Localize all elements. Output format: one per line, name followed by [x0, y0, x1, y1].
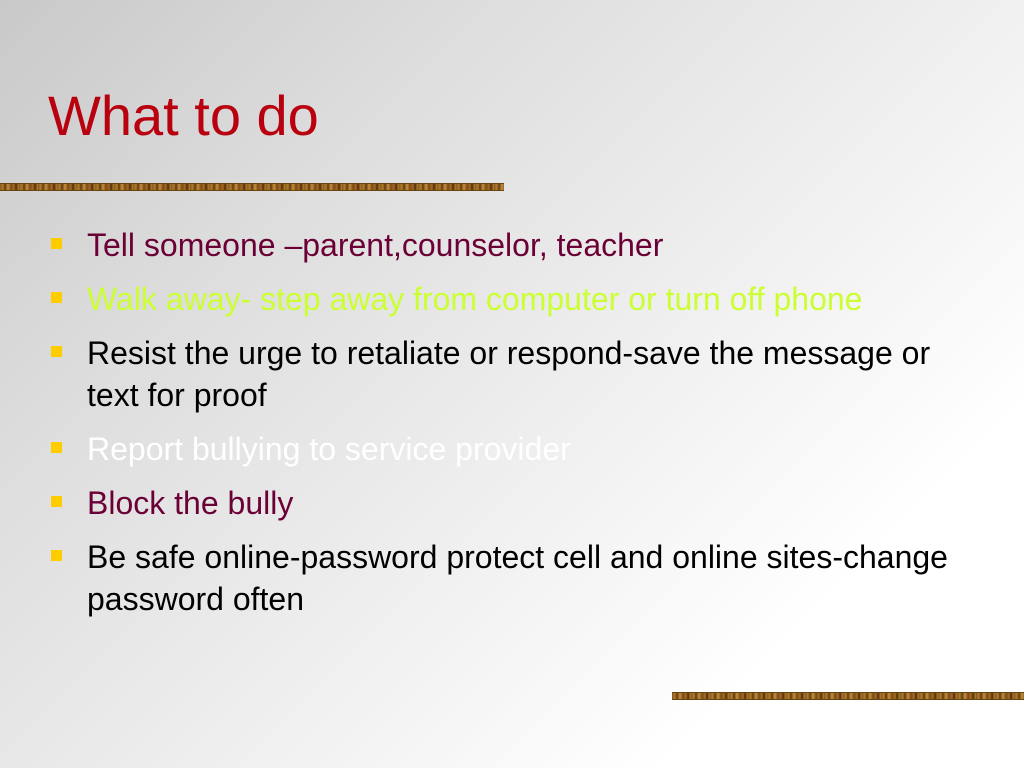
title-divider — [0, 183, 504, 191]
bullet-text: Block the bully — [87, 485, 294, 521]
bullet-text: Be safe online-password protect cell and online sites-change password often — [87, 539, 948, 617]
bullet-item — [48, 428, 948, 470]
bullet-text: Walk away- step away from computer or turn off phone — [87, 281, 863, 317]
bullet-text: Tell someone –parent,counselor, teacher — [87, 227, 664, 263]
bullet-text: Report bullying to service provider — [87, 431, 571, 467]
bullet-list — [48, 224, 948, 632]
square-bullet-icon — [51, 346, 62, 357]
bullet-item — [48, 278, 948, 320]
square-bullet-icon — [51, 238, 62, 249]
slide-title: What to do — [48, 84, 319, 147]
bullet-item — [48, 536, 948, 620]
square-bullet-icon — [51, 442, 62, 453]
bullet-item — [48, 482, 948, 524]
bullet-text: Resist the urge to retaliate or respond-save the message or text for proof — [87, 335, 931, 413]
square-bullet-icon — [51, 496, 62, 507]
footer-divider — [672, 692, 1024, 700]
bullet-item — [48, 224, 948, 266]
bullet-item — [48, 332, 948, 416]
square-bullet-icon — [51, 292, 62, 303]
square-bullet-icon — [51, 550, 62, 561]
